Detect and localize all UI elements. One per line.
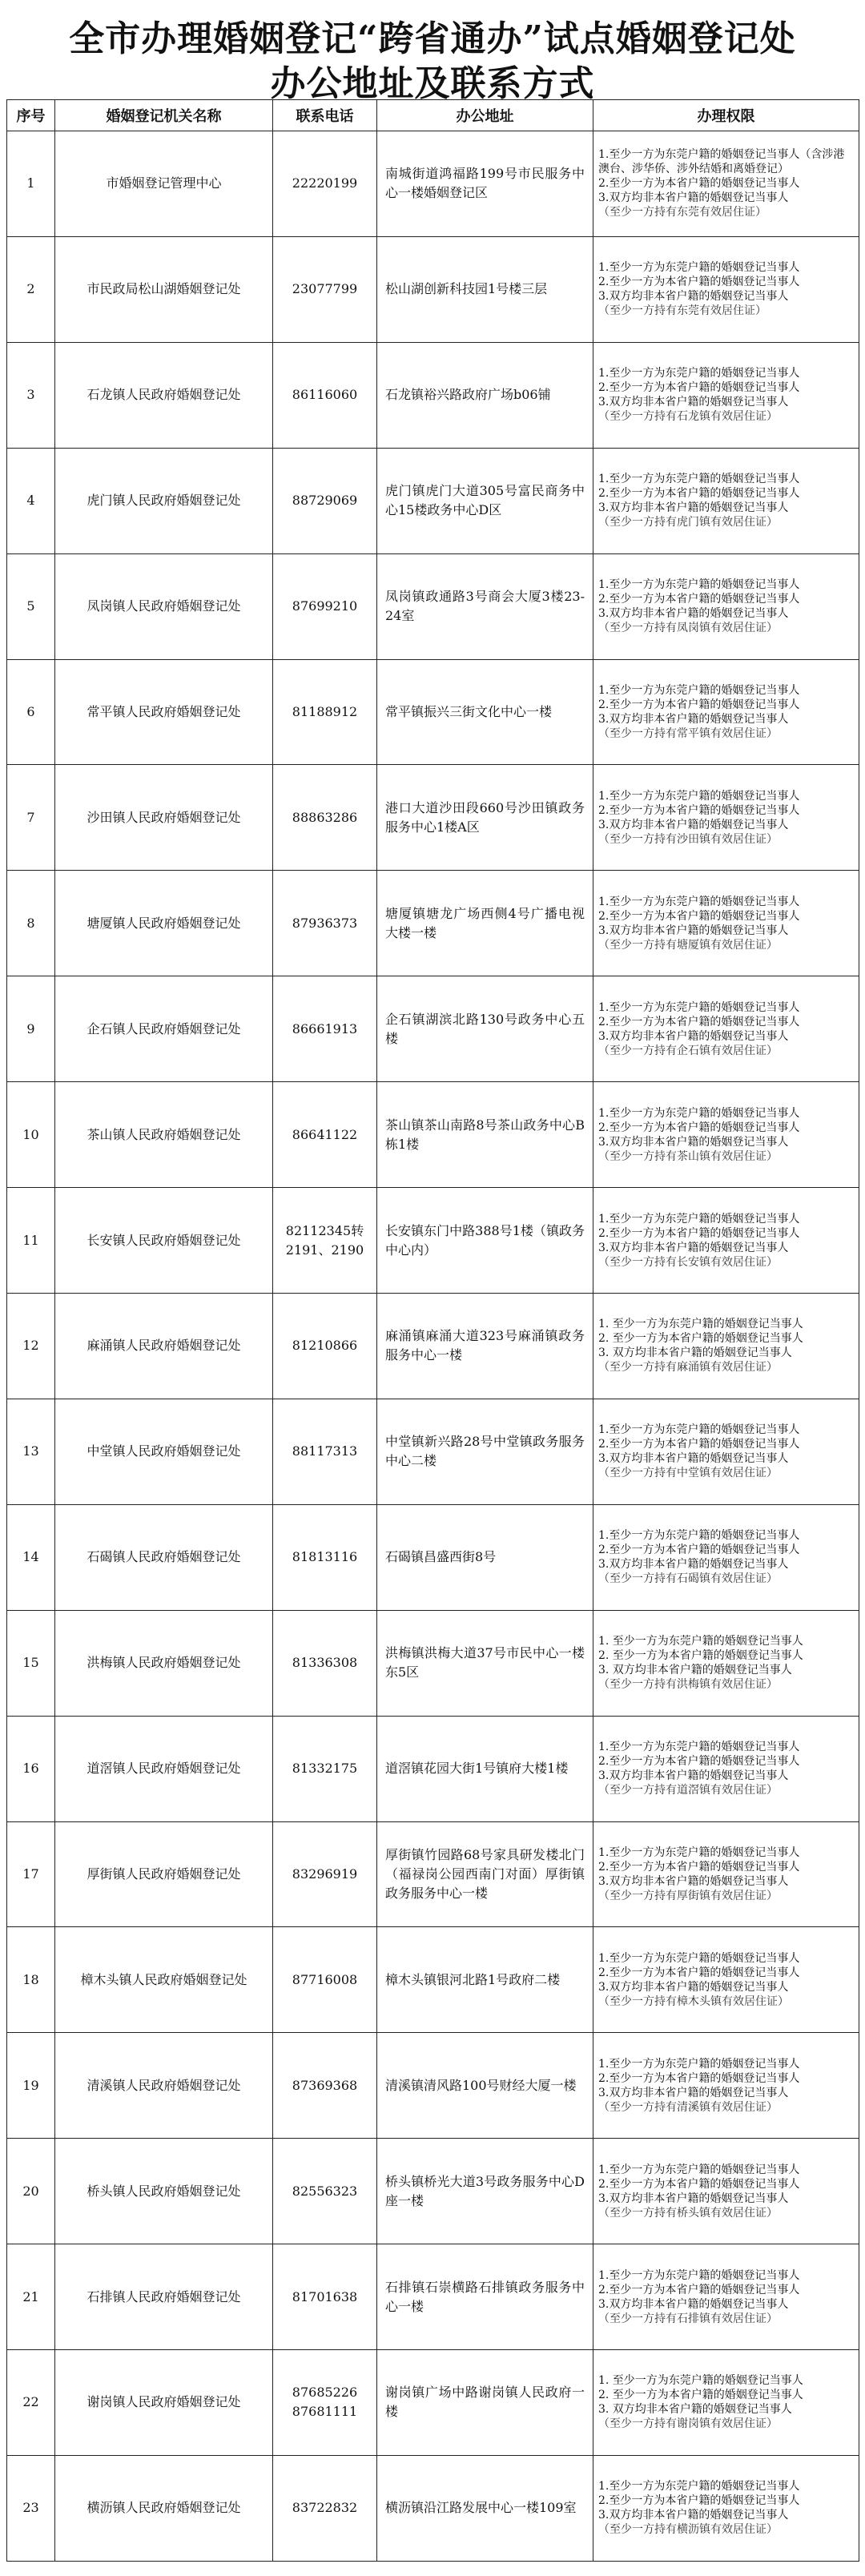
row-number: 3 bbox=[7, 342, 55, 448]
authority-list bbox=[593, 236, 859, 342]
table-row bbox=[7, 2455, 859, 2561]
authority-item: 3.双方均非本省户籍的婚姻登记当事人 bbox=[598, 2192, 789, 2205]
authority-item: 3.双方均非本省户籍的婚姻登记当事人 bbox=[598, 1029, 789, 1043]
office-name: 清溪镇人民政府婚姻登记处 bbox=[55, 2033, 273, 2139]
table-body bbox=[7, 131, 859, 2562]
authority-item: 3.双方均非本省户籍的婚姻登记当事人 bbox=[598, 607, 789, 621]
office-address: 中堂镇新兴路28号中堂镇政务服务中心二楼 bbox=[377, 1399, 593, 1504]
office-address: 茶山镇茶山南路8号茶山政务中心B栋1楼 bbox=[377, 1082, 593, 1188]
authority-note: （至少一方持有东莞有效居住证） bbox=[598, 304, 766, 318]
header-office-name: 婚姻登记机关名称 bbox=[55, 100, 273, 131]
phone-number: 81701638 bbox=[273, 2244, 377, 2350]
office-name: 市婚姻登记管理中心 bbox=[55, 131, 273, 237]
authority-item: 3.双方均非本省户籍的婚姻登记当事人 bbox=[598, 1135, 789, 1149]
authority-item: 2.至少一方为本省户籍的婚姻登记当事人 bbox=[598, 2177, 800, 2191]
authority-item: 1.至少一方为东莞户籍的婚姻登记当事人 bbox=[598, 1106, 800, 1120]
authority-list bbox=[593, 2033, 859, 2139]
row-number: 10 bbox=[7, 1082, 55, 1188]
phone-number: 83296919 bbox=[273, 1821, 377, 1927]
authority-item: 2.至少一方为本省户籍的婚姻登记当事人 bbox=[598, 1121, 800, 1134]
authority-item: 2.至少一方为本省户籍的婚姻登记当事人 bbox=[598, 1438, 800, 1451]
phone-number: 81336308 bbox=[273, 1610, 377, 1716]
office-name: 中堂镇人民政府婚姻登记处 bbox=[55, 1399, 273, 1504]
authority-list bbox=[593, 1188, 859, 1294]
authority-note: （至少一方持有塘厦镇有效居住证） bbox=[598, 938, 778, 952]
phone-number: 81813116 bbox=[273, 1504, 377, 1610]
authority-list bbox=[593, 1716, 859, 1821]
registry-table bbox=[6, 99, 859, 2562]
authority-item: 1.至少一方为东莞户籍的婚姻登记当事人 bbox=[598, 683, 800, 697]
row-number: 16 bbox=[7, 1716, 55, 1821]
authority-item: 2.至少一方为本省户籍的婚姻登记当事人 bbox=[598, 2071, 800, 2085]
authority-note: （至少一方持有石碣镇有效居住证） bbox=[598, 1572, 778, 1586]
office-name: 凤岗镇人民政府婚姻登记处 bbox=[55, 553, 273, 659]
authority-note: （至少一方持有沙田镇有效居住证） bbox=[598, 832, 778, 846]
table-row bbox=[7, 1399, 859, 1504]
row-number: 22 bbox=[7, 2350, 55, 2456]
authority-item: 3.双方均非本省户籍的婚姻登记当事人 bbox=[598, 1769, 789, 1783]
authority-note: （至少一方持有麻涌镇有效居住证） bbox=[598, 1361, 778, 1375]
phone-number: 87685226 87681111 bbox=[273, 2350, 377, 2456]
authority-item: 2.至少一方为本省户籍的婚姻登记当事人 bbox=[598, 909, 800, 923]
table-row bbox=[7, 1821, 859, 1927]
office-name: 洪梅镇人民政府婚姻登记处 bbox=[55, 1610, 273, 1716]
row-number: 5 bbox=[7, 553, 55, 659]
authority-item: 3.双方均非本省户籍的婚姻登记当事人 bbox=[598, 1558, 789, 1572]
office-name: 石碣镇人民政府婚姻登记处 bbox=[55, 1504, 273, 1610]
office-address: 南城街道鸿福路199号市民服务中心一楼婚姻登记区 bbox=[377, 131, 593, 237]
row-number: 18 bbox=[7, 1927, 55, 2033]
authority-item: 1.至少一方为东莞户籍的婚姻登记当事人 bbox=[598, 2480, 800, 2493]
authority-note: （至少一方持有常平镇有效居住证） bbox=[598, 727, 778, 740]
phone-number: 86641122 bbox=[273, 1082, 377, 1188]
row-number: 23 bbox=[7, 2455, 55, 2561]
authority-list bbox=[593, 448, 859, 553]
table-row bbox=[7, 976, 859, 1082]
row-number: 4 bbox=[7, 448, 55, 553]
authority-note: （至少一方持有横沥镇有效居住证） bbox=[598, 2523, 778, 2537]
authority-item: 1.至少一方为东莞户籍的婚姻登记当事人 bbox=[598, 1845, 800, 1859]
office-name: 企石镇人民政府婚姻登记处 bbox=[55, 976, 273, 1082]
authority-note: （至少一方持有东莞有效居住证） bbox=[598, 206, 766, 219]
office-name: 道滘镇人民政府婚姻登记处 bbox=[55, 1716, 273, 1821]
office-address: 横沥镇沿江路发展中心一楼109室 bbox=[377, 2455, 593, 2561]
authority-note: （至少一方持有中堂镇有效居住证） bbox=[598, 1467, 778, 1480]
table-row bbox=[7, 131, 859, 237]
office-name: 沙田镇人民政府婚姻登记处 bbox=[55, 765, 273, 871]
authority-item: 2.至少一方为本省户籍的婚姻登记当事人 bbox=[598, 593, 800, 606]
authority-note: （至少一方持有凤岗镇有效居住证） bbox=[598, 622, 778, 635]
authority-note: （至少一方持有企石镇有效居住证） bbox=[598, 1044, 778, 1057]
phone-number: 83722832 bbox=[273, 2455, 377, 2561]
authority-note: （至少一方持有清溪镇有效居住证） bbox=[598, 2100, 778, 2114]
authority-note: （至少一方持有谢岗镇有效居住证） bbox=[598, 2417, 778, 2431]
authority-item: 2.至少一方为本省户籍的婚姻登记当事人 bbox=[598, 803, 800, 817]
office-address: 企石镇湖滨北路130号政务中心五楼 bbox=[377, 976, 593, 1082]
office-address: 石龙镇裕兴路政府广场b06铺 bbox=[377, 342, 593, 448]
authority-item: 1.至少一方为东莞户籍的婚姻登记当事人 bbox=[598, 1423, 800, 1437]
phone-number: 87716008 bbox=[273, 1927, 377, 2033]
office-name: 樟木头镇人民政府婚姻登记处 bbox=[55, 1927, 273, 2033]
table-row bbox=[7, 2244, 859, 2350]
row-number: 20 bbox=[7, 2139, 55, 2244]
authority-list bbox=[593, 1293, 859, 1399]
authority-item: 1.至少一方为东莞户籍的婚姻登记当事人 bbox=[598, 1212, 800, 1226]
phone-number: 87699210 bbox=[273, 553, 377, 659]
authority-note: （至少一方持有虎门镇有效居住证） bbox=[598, 516, 778, 529]
authority-item: 1. 至少一方为东莞户籍的婚姻登记当事人 bbox=[598, 1635, 803, 1648]
authority-item: 3.双方均非本省户籍的婚姻登记当事人 bbox=[598, 712, 789, 726]
authority-list bbox=[593, 2350, 859, 2456]
table-row bbox=[7, 1610, 859, 1716]
authority-item: 2.至少一方为本省户籍的婚姻登记当事人 bbox=[598, 1755, 800, 1769]
row-number: 2 bbox=[7, 236, 55, 342]
office-address: 道滘镇花园大街1号镇府大楼1楼 bbox=[377, 1716, 593, 1821]
authority-list bbox=[593, 1821, 859, 1927]
table-row bbox=[7, 2139, 859, 2244]
authority-note: （至少一方持有石排镇有效居住证） bbox=[598, 2312, 778, 2325]
header-phone: 联系电话 bbox=[273, 100, 377, 131]
table-row bbox=[7, 553, 859, 659]
authority-item: 2.至少一方为本省户籍的婚姻登记当事人 bbox=[598, 2283, 800, 2296]
authority-item: 2.至少一方为本省户籍的婚姻登记当事人 bbox=[598, 698, 800, 711]
row-number: 11 bbox=[7, 1188, 55, 1294]
office-address: 清溪镇清风路100号财经大厦一楼 bbox=[377, 2033, 593, 2139]
office-address: 谢岗镇广场中路谢岗镇人民政府一楼 bbox=[377, 2350, 593, 2456]
authority-list bbox=[593, 2455, 859, 2561]
office-address: 长安镇东门中路388号1楼（镇政务中心内） bbox=[377, 1188, 593, 1294]
office-address: 桥头镇桥光大道3号政务服务中心D座一楼 bbox=[377, 2139, 593, 2244]
authority-item: 1.至少一方为东莞户籍的婚姻登记当事人 bbox=[598, 2057, 800, 2071]
authority-list bbox=[593, 1927, 859, 2033]
phone-number: 23077799 bbox=[273, 236, 377, 342]
table-row bbox=[7, 448, 859, 553]
table-row bbox=[7, 1082, 859, 1188]
authority-item: 1.至少一方为东莞户籍的婚姻登记当事人（含涉港澳台、涉华侨、涉外结婚和离婚登记） bbox=[598, 148, 845, 176]
authority-note: （至少一方持有石龙镇有效居住证） bbox=[598, 410, 778, 424]
authority-item: 2. 至少一方为本省户籍的婚姻登记当事人 bbox=[598, 1649, 803, 1663]
authority-item: 2.至少一方为本省户籍的婚姻登记当事人 bbox=[598, 276, 800, 289]
phone-number: 88863286 bbox=[273, 765, 377, 871]
row-number: 15 bbox=[7, 1610, 55, 1716]
table-row bbox=[7, 1188, 859, 1294]
office-address: 塘厦镇塘龙广场西侧4号广播电视大楼一楼 bbox=[377, 871, 593, 976]
row-number: 1 bbox=[7, 131, 55, 237]
authority-item: 1.至少一方为东莞户籍的婚姻登记当事人 bbox=[598, 1951, 800, 1965]
phone-number: 81210866 bbox=[273, 1293, 377, 1399]
table-row bbox=[7, 236, 859, 342]
office-address: 凤岗镇政通路3号商会大厦3楼23-24室 bbox=[377, 553, 593, 659]
office-name: 厚街镇人民政府婚姻登记处 bbox=[55, 1821, 273, 1927]
phone-number: 82556323 bbox=[273, 2139, 377, 2244]
authority-item: 1.至少一方为东莞户籍的婚姻登记当事人 bbox=[598, 261, 800, 275]
authority-list bbox=[593, 1399, 859, 1504]
authority-item: 3.双方均非本省户籍的婚姻登记当事人 bbox=[598, 1452, 789, 1466]
page-subtitle: 办公地址及联系方式 bbox=[270, 63, 595, 104]
phone-number: 22220199 bbox=[273, 131, 377, 237]
authority-list bbox=[593, 659, 859, 765]
authority-item: 1.至少一方为东莞户籍的婚姻登记当事人 bbox=[598, 2163, 800, 2176]
authority-list bbox=[593, 553, 859, 659]
office-name: 塘厦镇人民政府婚姻登记处 bbox=[55, 871, 273, 976]
authority-item: 3.双方均非本省户籍的婚姻登记当事人 bbox=[598, 2297, 789, 2311]
authority-item: 3. 双方均非本省户籍的婚姻登记当事人 bbox=[598, 1346, 792, 1360]
table-row bbox=[7, 765, 859, 871]
authority-item: 2.至少一方为本省户籍的婚姻登记当事人 bbox=[598, 177, 800, 191]
table-header-row bbox=[7, 100, 859, 131]
authority-item: 3.双方均非本省户籍的婚姻登记当事人 bbox=[598, 2086, 789, 2099]
office-name: 石排镇人民政府婚姻登记处 bbox=[55, 2244, 273, 2350]
authority-item: 1.至少一方为东莞户籍的婚姻登记当事人 bbox=[598, 1741, 800, 1754]
authority-item: 2.至少一方为本省户籍的婚姻登记当事人 bbox=[598, 487, 800, 501]
phone-number: 81332175 bbox=[273, 1716, 377, 1821]
authority-item: 3.双方均非本省户籍的婚姻登记当事人 bbox=[598, 818, 789, 831]
phone-number: 81188912 bbox=[273, 659, 377, 765]
authority-note: （至少一方持有道滘镇有效居住证） bbox=[598, 1784, 778, 1797]
row-number: 6 bbox=[7, 659, 55, 765]
row-number: 21 bbox=[7, 2244, 55, 2350]
authority-list bbox=[593, 131, 859, 237]
authority-item: 3.双方均非本省户籍的婚姻登记当事人 bbox=[598, 2509, 789, 2522]
row-number: 14 bbox=[7, 1504, 55, 1610]
phone-number: 88729069 bbox=[273, 448, 377, 553]
table-row bbox=[7, 659, 859, 765]
authority-note: （至少一方持有桥头镇有效居住证） bbox=[598, 2206, 778, 2220]
authority-list bbox=[593, 1504, 859, 1610]
office-address: 石碣镇昌盛西街8号 bbox=[377, 1504, 593, 1610]
page-title: 全市办理婚姻登记“跨省通办”试点婚姻登记处 bbox=[69, 18, 796, 59]
table-row bbox=[7, 2033, 859, 2139]
office-address: 厚街镇竹园路68号家具研发楼北门（福禄岗公园西南门对面）厚街镇政务服务中心一楼 bbox=[377, 1821, 593, 1927]
table-row bbox=[7, 1504, 859, 1610]
authority-item: 2.至少一方为本省户籍的婚姻登记当事人 bbox=[598, 1544, 800, 1557]
office-name: 虎门镇人民政府婚姻登记处 bbox=[55, 448, 273, 553]
authority-item: 1. 至少一方为东莞户籍的婚姻登记当事人 bbox=[598, 2374, 803, 2388]
office-address: 洪梅镇洪梅大道37号市民中心一楼东5区 bbox=[377, 1610, 593, 1716]
authority-item: 3.双方均非本省户籍的婚姻登记当事人 bbox=[598, 191, 789, 205]
authority-item: 2.至少一方为本省户籍的婚姻登记当事人 bbox=[598, 1860, 800, 1874]
authority-item: 1. 至少一方为东莞户籍的婚姻登记当事人 bbox=[598, 1318, 803, 1331]
authority-item: 1.至少一方为东莞户籍的婚姻登记当事人 bbox=[598, 2268, 800, 2282]
authority-item: 3. 双方均非本省户籍的婚姻登记当事人 bbox=[598, 2403, 792, 2417]
row-number: 7 bbox=[7, 765, 55, 871]
authority-item: 3.双方均非本省户籍的婚姻登记当事人 bbox=[598, 1241, 789, 1254]
table-row bbox=[7, 1293, 859, 1399]
authority-list bbox=[593, 765, 859, 871]
authority-item: 3.双方均非本省户籍的婚姻登记当事人 bbox=[598, 1874, 789, 1888]
authority-item: 2.至少一方为本省户籍的婚姻登记当事人 bbox=[598, 1015, 800, 1028]
authority-note: （至少一方持有厚街镇有效居住证） bbox=[598, 1889, 778, 1902]
table-row bbox=[7, 871, 859, 976]
office-address: 虎门镇虎门大道305号富民商务中心15楼政务中心D区 bbox=[377, 448, 593, 553]
table-row bbox=[7, 342, 859, 448]
office-name: 市民政局松山湖婚姻登记处 bbox=[55, 236, 273, 342]
authority-note: （至少一方持有洪梅镇有效居住证） bbox=[598, 1678, 778, 1692]
table-row bbox=[7, 2350, 859, 2456]
authority-item: 2.至少一方为本省户籍的婚姻登记当事人 bbox=[598, 381, 800, 395]
phone-number: 87369368 bbox=[273, 2033, 377, 2139]
authority-item: 3.双方均非本省户籍的婚姻登记当事人 bbox=[598, 501, 789, 515]
office-address: 松山湖创新科技园1号楼三层 bbox=[377, 236, 593, 342]
authority-item: 2.至少一方为本省户籍的婚姻登记当事人 bbox=[598, 1226, 800, 1240]
authority-note: （至少一方持有茶山镇有效居住证） bbox=[598, 1149, 778, 1163]
header-number: 序号 bbox=[7, 100, 55, 131]
authority-list bbox=[593, 342, 859, 448]
table-row bbox=[7, 1716, 859, 1821]
office-name: 横沥镇人民政府婚姻登记处 bbox=[55, 2455, 273, 2561]
authority-list bbox=[593, 2139, 859, 2244]
row-number: 9 bbox=[7, 976, 55, 1082]
office-name: 麻涌镇人民政府婚姻登记处 bbox=[55, 1293, 273, 1399]
authority-item: 2.至少一方为本省户籍的婚姻登记当事人 bbox=[598, 2494, 800, 2508]
authority-list bbox=[593, 976, 859, 1082]
row-number: 8 bbox=[7, 871, 55, 976]
authority-item: 2.至少一方为本省户籍的婚姻登记当事人 bbox=[598, 1966, 800, 1979]
authority-item: 1.至少一方为东莞户籍的婚姻登记当事人 bbox=[598, 1529, 800, 1543]
office-address: 樟木头镇银河北路1号政府二楼 bbox=[377, 1927, 593, 2033]
row-number: 19 bbox=[7, 2033, 55, 2139]
header-address: 办公地址 bbox=[377, 100, 593, 131]
authority-item: 1.至少一方为东莞户籍的婚姻登记当事人 bbox=[598, 473, 800, 486]
office-name: 长安镇人民政府婚姻登记处 bbox=[55, 1188, 273, 1294]
row-number: 13 bbox=[7, 1399, 55, 1504]
office-address: 港口大道沙田段660号沙田镇政务服务中心1楼A区 bbox=[377, 765, 593, 871]
authority-item: 1.至少一方为东莞户籍的婚姻登记当事人 bbox=[598, 1000, 800, 1014]
authority-item: 2. 至少一方为本省户籍的婚姻登记当事人 bbox=[598, 1332, 803, 1346]
authority-list bbox=[593, 1082, 859, 1188]
authority-note: （至少一方持有樟木头镇有效居住证） bbox=[598, 1994, 789, 2008]
row-number: 17 bbox=[7, 1821, 55, 1927]
phone-number: 86661913 bbox=[273, 976, 377, 1082]
phone-number: 82112345转2191、2190 bbox=[273, 1188, 377, 1294]
authority-item: 1.至少一方为东莞户籍的婚姻登记当事人 bbox=[598, 789, 800, 803]
authority-item: 3.双方均非本省户籍的婚姻登记当事人 bbox=[598, 1980, 789, 1994]
header-authority: 办理权限 bbox=[593, 100, 859, 131]
authority-item: 1.至少一方为东莞户籍的婚姻登记当事人 bbox=[598, 895, 800, 908]
authority-note: （至少一方持有长安镇有效居住证） bbox=[598, 1255, 778, 1269]
office-address: 石排镇石崇横路石排镇政务服务中心一楼 bbox=[377, 2244, 593, 2350]
authority-item: 1.至少一方为东莞户籍的婚姻登记当事人 bbox=[598, 367, 800, 380]
office-address: 常平镇振兴三街文化中心一楼 bbox=[377, 659, 593, 765]
authority-list bbox=[593, 1610, 859, 1716]
authority-item: 3.双方均非本省户籍的婚姻登记当事人 bbox=[598, 290, 789, 304]
authority-list bbox=[593, 871, 859, 976]
office-name: 桥头镇人民政府婚姻登记处 bbox=[55, 2139, 273, 2244]
authority-item: 3.双方均非本省户籍的婚姻登记当事人 bbox=[598, 924, 789, 937]
phone-number: 87936373 bbox=[273, 871, 377, 976]
table-row bbox=[7, 1927, 859, 2033]
office-address: 麻涌镇麻涌大道323号麻涌镇政务服务中心一楼 bbox=[377, 1293, 593, 1399]
phone-number: 86116060 bbox=[273, 342, 377, 448]
phone-number: 88117313 bbox=[273, 1399, 377, 1504]
authority-item: 3.双方均非本省户籍的婚姻登记当事人 bbox=[598, 396, 789, 409]
authority-item: 1.至少一方为东莞户籍的婚姻登记当事人 bbox=[598, 578, 800, 592]
authority-item: 2. 至少一方为本省户籍的婚姻登记当事人 bbox=[598, 2389, 803, 2402]
authority-list bbox=[593, 2244, 859, 2350]
authority-item: 3. 双方均非本省户籍的婚姻登记当事人 bbox=[598, 1664, 792, 1677]
office-name: 常平镇人民政府婚姻登记处 bbox=[55, 659, 273, 765]
office-name: 石龙镇人民政府婚姻登记处 bbox=[55, 342, 273, 448]
row-number: 12 bbox=[7, 1293, 55, 1399]
office-name: 谢岗镇人民政府婚姻登记处 bbox=[55, 2350, 273, 2456]
office-name: 茶山镇人民政府婚姻登记处 bbox=[55, 1082, 273, 1188]
